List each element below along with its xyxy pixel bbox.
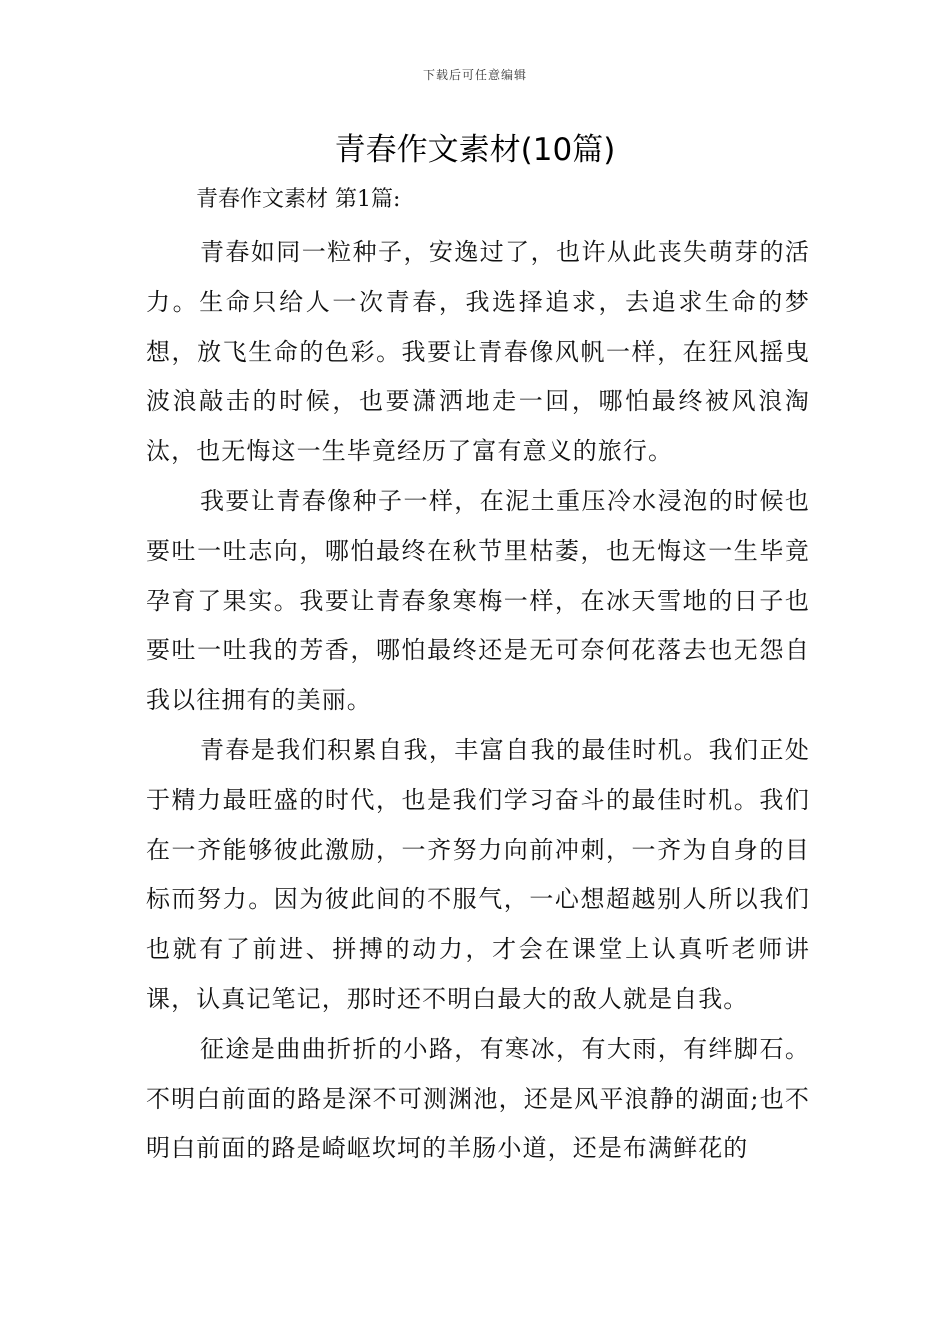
document-body	[146, 228, 810, 1174]
document-title: 青春作文素材(10篇)	[334, 132, 616, 168]
paragraph-3: 青春是我们积累自我，丰富自我的最佳时机。我们正处于精力最旺盛的时代，也是我们学习奋斗的最佳时机。我们在一齐能够彼此激励，一齐努力向前冲刺，一齐为自身的目标而努力。因为彼此间的不服气，一心想超越别人所以我们也就有了前进、拼搏的动力，才会在课堂上认真听老师讲课，认真记笔记，那时还不明白最大的敌人就是自我。	[146, 735, 810, 1013]
paragraph-2: 我要让青春像种子一样，在泥土重压冷水浸泡的时候也要吐一吐志向，哪怕最终在秋节里枯萎，也无悔这一生毕竟孕育了果实。我要让青春象寒梅一样，在冰天雪地的日子也要吐一吐我的芳香，哪怕最终还是无可奈何花落去也无怨自我以往拥有的美丽。	[146, 486, 810, 715]
header-note: 下载后可任意编辑	[422, 68, 527, 82]
section-heading: 青春作文素材 第1篇:	[196, 187, 401, 212]
paragraph-4: 征途是曲曲折折的小路，有寒冰，有大雨，有绊脚石。不明白前面的路是深不可测渊池，还是风平浪静的湖面;也不明白前面的路是崎岖坎坷的羊肠小道，还是布满鲜花的	[146, 1034, 810, 1163]
paragraph-1: 青春如同一粒种子，安逸过了，也许从此丧失萌芽的活力。生命只给人一次青春，我选择追求，去追求生命的梦想，放飞生命的色彩。我要让青春像风帆一样，在狂风摇曳波浪敲击的时候，也要潇洒地走一回，哪怕最终被风浪淘汰，也无悔这一生毕竟经历了富有意义的旅行。	[146, 238, 810, 466]
